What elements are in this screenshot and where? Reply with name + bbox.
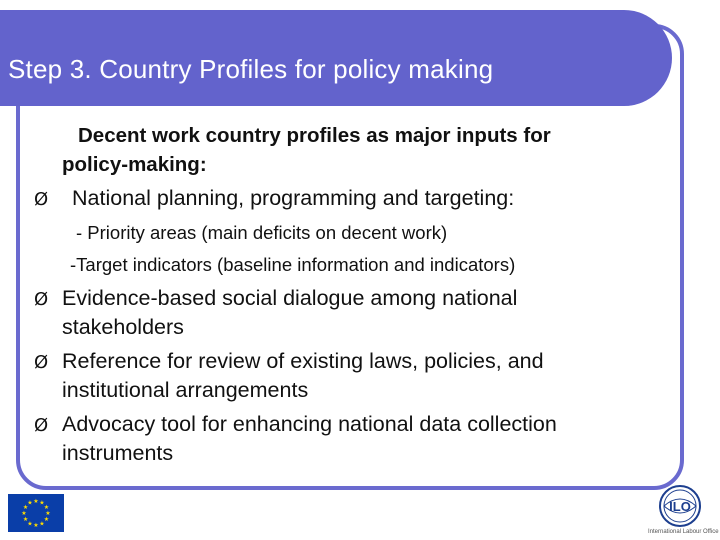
- svg-text:★: ★: [27, 499, 33, 507]
- bullet-arrow-icon: Ø: [34, 289, 49, 310]
- svg-text:★: ★: [22, 516, 29, 523]
- bullet-3-line-2: institutional arrangements: [62, 378, 309, 402]
- bullet-4-line-2: instruments: [62, 441, 174, 465]
- svg-text:★: ★: [27, 520, 33, 528]
- eu-flag-icon: [8, 494, 64, 532]
- bullet-3-line-1: Reference for review of existing laws, policies, and: [62, 349, 544, 373]
- bullet-2-line-2: stakeholders: [62, 315, 184, 339]
- svg-text:★: ★: [39, 499, 45, 507]
- bullet-2-line-1: Evidence-based social dialogue among national: [62, 286, 518, 310]
- ilo-logo-text: ILO: [669, 499, 691, 514]
- bullet-1: National planning, programming and targeting:: [72, 186, 515, 210]
- svg-text:★: ★: [39, 520, 45, 528]
- sub-item-2: -Target indicators (baseline information and indicators): [70, 254, 516, 275]
- sub-item-1: - Priority areas (main deficits on decent work): [76, 222, 448, 243]
- intro-line-1: Decent work country profiles as major inputs for: [78, 124, 551, 147]
- slide-title: Step 3. Country Profiles for policy making: [8, 54, 494, 84]
- bullet-arrow-icon: Ø: [34, 415, 49, 436]
- svg-text:★: ★: [22, 504, 29, 511]
- svg-text:★: ★: [21, 510, 27, 517]
- svg-text:★: ★: [33, 498, 39, 505]
- bullet-4-line-1: Advocacy tool for enhancing national data collection: [62, 412, 557, 436]
- bullet-arrow-icon: Ø: [34, 352, 49, 373]
- bullet-arrow-icon: Ø: [34, 189, 49, 210]
- svg-text:★: ★: [43, 504, 50, 511]
- intro-line-2: policy-making:: [62, 153, 207, 176]
- svg-text:★: ★: [45, 510, 51, 517]
- eu-stars-icon: [8, 494, 64, 532]
- svg-text:★: ★: [43, 516, 50, 523]
- ilo-caption: International Labour Office: [648, 529, 719, 535]
- svg-text:★: ★: [33, 522, 39, 529]
